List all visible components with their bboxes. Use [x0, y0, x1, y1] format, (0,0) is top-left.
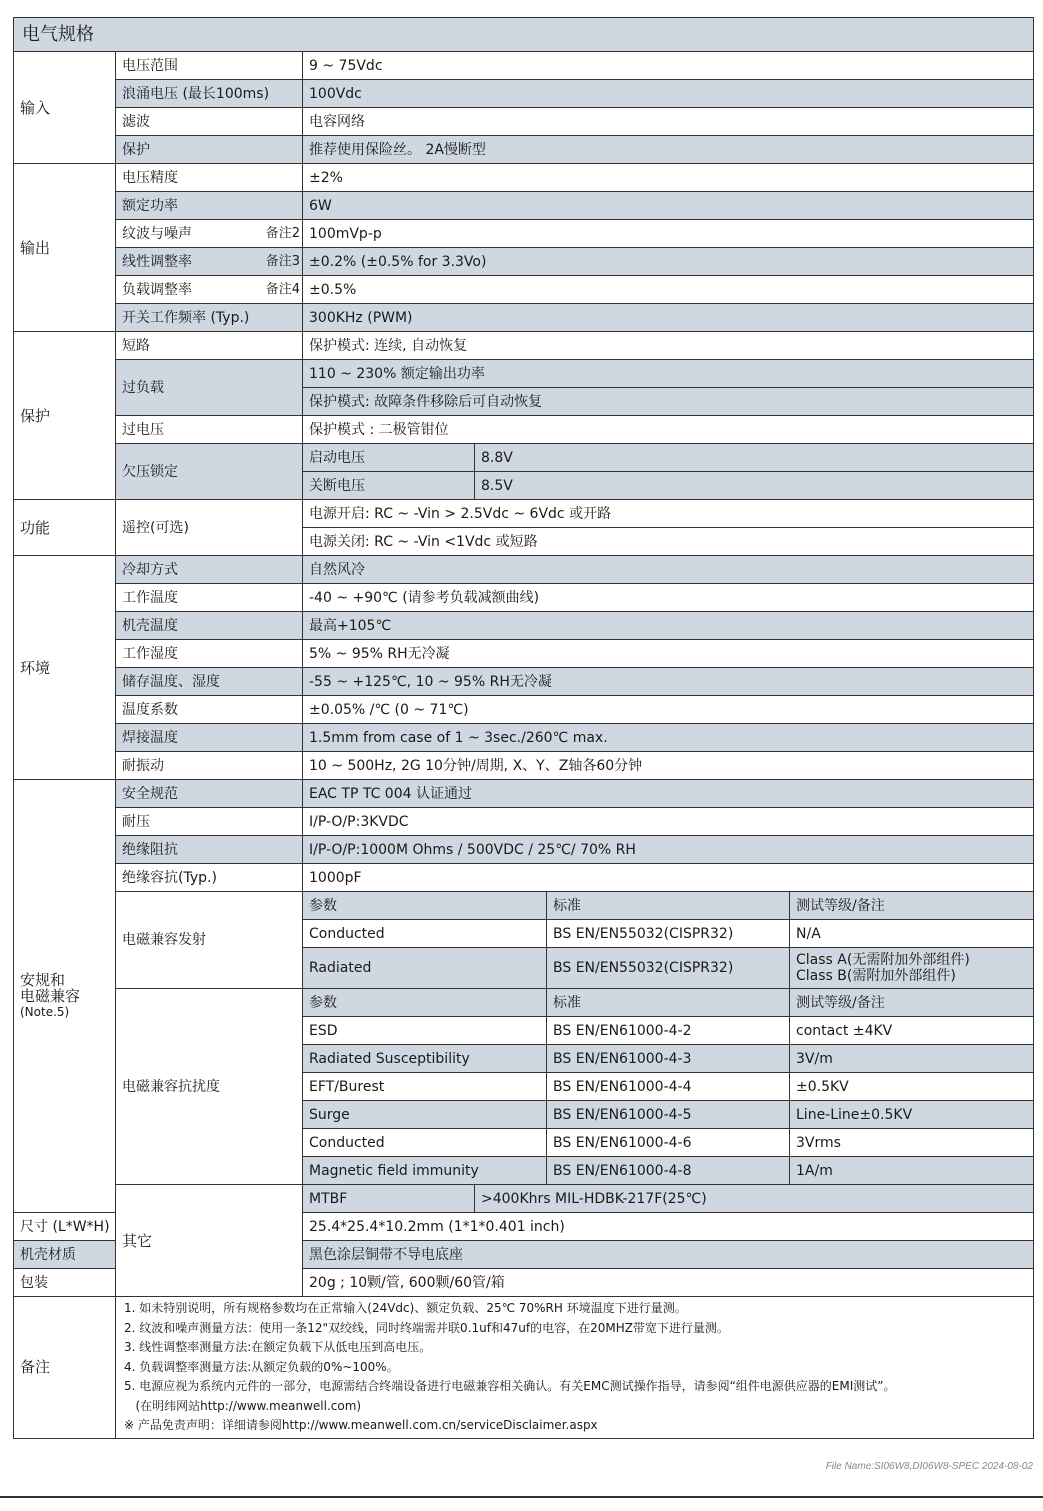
label-voltage-accuracy: 电压精度	[116, 164, 303, 192]
label-withstand: 耐压	[116, 808, 303, 836]
section-others: 其它	[116, 1185, 303, 1297]
label-uvlo: 欠压锁定	[116, 444, 303, 500]
label-isolation: 绝缘阻抗	[116, 836, 303, 864]
value-packing: 20g ; 10颗/管, 600颗/60管/箱	[303, 1269, 1034, 1297]
ems-param: EFT/Burest	[303, 1073, 547, 1101]
value-ripple-noise: 100mVp-p	[303, 220, 1034, 248]
label-temp-coefficient: 温度系数	[116, 696, 303, 724]
section-function: 功能	[14, 500, 116, 556]
load-regulation-label-text: 负载调整率	[122, 281, 192, 298]
value-rated-power: 6W	[303, 192, 1034, 220]
note-disclaimer: ※ 产品免责声明：详细请参阅http://www.meanwell.com.cn/serviceDisclaimer.aspx	[124, 1418, 598, 1432]
emi-level-class-b: Class B(需附加外部组件)	[796, 968, 956, 984]
value-short-circuit: 保护模式: 连续, 自动恢复	[303, 332, 1034, 360]
label-capacitance: 绝缘容抗(Typ.)	[116, 864, 303, 892]
value-safety-standards: EAC TP TC 004 认证通过	[303, 780, 1034, 808]
ems-level: Line-Line±0.5KV	[790, 1101, 1034, 1129]
value-case-material: 黑色涂层铜带不导电底座	[303, 1241, 1034, 1269]
label-uvlo-on: 启动电压	[303, 444, 475, 472]
value-temp-coefficient: ±0.05% /℃ (0 ~ 71℃)	[303, 696, 1034, 724]
ems-param: Surge	[303, 1101, 547, 1129]
note-line: 3. 线性调整率测量方法:在额定负载下从低电压到高电压。	[124, 1340, 432, 1354]
ems-level: 3V/m	[790, 1045, 1034, 1073]
value-dimension: 25.4*25.4*10.2mm (1*1*0.401 inch)	[303, 1213, 1034, 1241]
ems-standard: BS EN/EN61000-4-5	[547, 1101, 790, 1129]
emi-header-standard: 标准	[547, 892, 790, 920]
value-isolation: I/P-O/P:1000M Ohms / 500VDC / 25℃/ 70% RH	[303, 836, 1034, 864]
label-packing: 包装	[14, 1269, 116, 1297]
value-case-temp: 最高+105℃	[303, 612, 1034, 640]
section-safety-emc	[14, 780, 116, 1213]
label-dimension: 尺寸 (L*W*H)	[14, 1213, 116, 1241]
label-storage: 储存温度、湿度	[116, 668, 303, 696]
ems-param: Radiated Susceptibility	[303, 1045, 547, 1073]
line-regulation-label-text: 线性调整率	[122, 253, 192, 270]
value-withstand: I/P-O/P:3KVDC	[303, 808, 1034, 836]
label-surge: 浪涌电压 (最长100ms)	[116, 80, 303, 108]
ems-param: Conducted	[303, 1129, 547, 1157]
ems-level: ±0.5KV	[790, 1073, 1034, 1101]
line-regulation-note: 备注3	[265, 253, 300, 269]
note-line: 5. 电源应视为系统内元件的一部分，电源需结合终端设备进行电磁兼容相关确认。有关EMC测试操作指导，请参阅“组件电源供应器的EMI测试”。	[124, 1379, 896, 1393]
emi-level	[790, 948, 1034, 989]
value-uvlo-on: 8.8V	[475, 444, 1034, 472]
label-ripple-noise	[116, 220, 303, 248]
ems-level: 3Vrms	[790, 1129, 1034, 1157]
label-overload: 过负载	[116, 360, 303, 416]
label-safety-standards: 安全规范	[116, 780, 303, 808]
value-filter: 电容网络	[303, 108, 1034, 136]
value-mtbf: >400Khrs MIL-HDBK-217F(25℃)	[475, 1185, 1034, 1213]
emi-level: N/A	[790, 920, 1034, 948]
value-overload-range: 110 ~ 230% 额定输出功率	[303, 360, 1034, 388]
ems-standard: BS EN/EN61000-4-3	[547, 1045, 790, 1073]
label-case-temp: 机壳温度	[116, 612, 303, 640]
load-regulation-note: 备注4	[265, 281, 300, 297]
ems-param: ESD	[303, 1017, 547, 1045]
label-cooling: 冷却方式	[116, 556, 303, 584]
value-uvlo-off: 8.5V	[475, 472, 1034, 500]
emi-level-class-a: Class A(无需附加外部组件)	[796, 952, 970, 968]
notes-list	[116, 1297, 1034, 1439]
emi-standard: BS EN/EN55032(CISPR32)	[547, 920, 790, 948]
note-line: 2. 纹波和噪声测量方法：使用一条12"双绞线，同时终端需并联0.1uf和47uf的电容，在20MHZ带宽下进行量测。	[124, 1320, 729, 1335]
label-switching-frequency: 开关工作频率 (Typ.)	[116, 304, 303, 332]
emi-param: Conducted	[303, 920, 547, 948]
label-working-humidity: 工作湿度	[116, 640, 303, 668]
safety-section-line3: (Note.5)	[20, 1005, 70, 1019]
ripple-noise-label-text: 纹波与噪声	[122, 225, 192, 242]
label-rated-power: 额定功率	[116, 192, 303, 220]
label-emi: 电磁兼容发射	[116, 892, 303, 989]
ems-header-level: 测试等级/备注	[790, 989, 1034, 1017]
emi-standard: BS EN/EN55032(CISPR32)	[547, 948, 790, 989]
emi-header-param: 参数	[303, 892, 547, 920]
safety-section-line2: 电磁兼容	[20, 987, 81, 1005]
note-line: (在明纬网站http://www.meanwell.com)	[124, 1398, 362, 1413]
file-name: File Name:SI06W8,DI06W8-SPEC 2024-08-02	[825, 1461, 1033, 1472]
label-remote-control: 遥控(可选)	[116, 500, 303, 556]
label-case-material: 机壳材质	[14, 1241, 116, 1269]
value-capacitance: 1000pF	[303, 864, 1034, 892]
label-ems: 电磁兼容抗扰度	[116, 989, 303, 1185]
emi-header-level: 测试等级/备注	[790, 892, 1034, 920]
page-title: 电气规格	[14, 18, 1034, 52]
label-vibration: 耐振动	[116, 752, 303, 780]
ems-param: Magnetic field immunity	[303, 1157, 547, 1185]
value-working-humidity: 5% ~ 95% RH无冷凝	[303, 640, 1034, 668]
section-output: 输出	[14, 164, 116, 332]
ripple-noise-note: 备注2	[265, 225, 300, 241]
label-filter: 滤波	[116, 108, 303, 136]
value-remote-off: 电源关闭: RC ~ -Vin <1Vdc 或短路	[303, 528, 1034, 556]
label-line-regulation	[116, 248, 303, 276]
label-load-regulation	[116, 276, 303, 304]
label-over-voltage: 过电压	[116, 416, 303, 444]
value-surge: 100Vdc	[303, 80, 1034, 108]
ems-standard: BS EN/EN61000-4-4	[547, 1073, 790, 1101]
value-soldering: 1.5mm from case of 1 ~ 3sec./260℃ max.	[303, 724, 1034, 752]
value-vibration: 10 ~ 500Hz, 2G 10分钟/周期, X、Y、Z轴各60分钟	[303, 752, 1034, 780]
value-cooling: 自然风冷	[303, 556, 1034, 584]
ems-level: 1A/m	[790, 1157, 1034, 1185]
ems-standard: BS EN/EN61000-4-6	[547, 1129, 790, 1157]
section-protection: 保护	[14, 332, 116, 500]
section-notes: 备注	[14, 1297, 116, 1439]
value-over-voltage: 保护模式 : 二极管钳位	[303, 416, 1034, 444]
emi-param: Radiated	[303, 948, 547, 989]
label-mtbf: MTBF	[303, 1185, 475, 1213]
ems-standard: BS EN/EN61000-4-8	[547, 1157, 790, 1185]
value-load-regulation: ±0.5%	[303, 276, 1034, 304]
label-working-temp: 工作温度	[116, 584, 303, 612]
section-environment: 环境	[14, 556, 116, 780]
bottom-divider	[0, 1496, 1043, 1498]
value-working-temp: -40 ~ +90℃ (请参考负载减额曲线)	[303, 584, 1034, 612]
value-voltage-range: 9 ~ 75Vdc	[303, 52, 1034, 80]
label-uvlo-off: 关断电压	[303, 472, 475, 500]
ems-header-standard: 标准	[547, 989, 790, 1017]
section-input: 输入	[14, 52, 116, 164]
label-soldering: 焊接温度	[116, 724, 303, 752]
ems-level: contact ±4KV	[790, 1017, 1034, 1045]
note-line: 4. 负载调整率测量方法:从额定负载的0%~100%。	[124, 1359, 399, 1374]
note-line: 1. 如未特别说明，所有规格参数均在正常输入(24Vdc)、额定负载、25℃ 70%RH 环境温度下进行量测。	[124, 1301, 687, 1315]
label-short-circuit: 短路	[116, 332, 303, 360]
safety-section-line1: 安规和	[20, 971, 66, 989]
value-remote-on: 电源开启: RC ~ -Vin > 2.5Vdc ~ 6Vdc 或开路	[303, 500, 1034, 528]
value-input-protection: 推荐使用保险丝。 2A慢断型	[303, 136, 1034, 164]
ems-header-param: 参数	[303, 989, 547, 1017]
ems-standard: BS EN/EN61000-4-2	[547, 1017, 790, 1045]
value-storage: -55 ~ +125℃, 10 ~ 95% RH无冷凝	[303, 668, 1034, 696]
value-overload-mode: 保护模式: 故障条件移除后可自动恢复	[303, 388, 1034, 416]
value-line-regulation: ±0.2% (±0.5% for 3.3Vo)	[303, 248, 1034, 276]
label-voltage-range: 电压范围	[116, 52, 303, 80]
value-switching-frequency: 300KHz (PWM)	[303, 304, 1034, 332]
label-input-protection: 保护	[116, 136, 303, 164]
spec-table	[13, 17, 1034, 1439]
value-voltage-accuracy: ±2%	[303, 164, 1034, 192]
